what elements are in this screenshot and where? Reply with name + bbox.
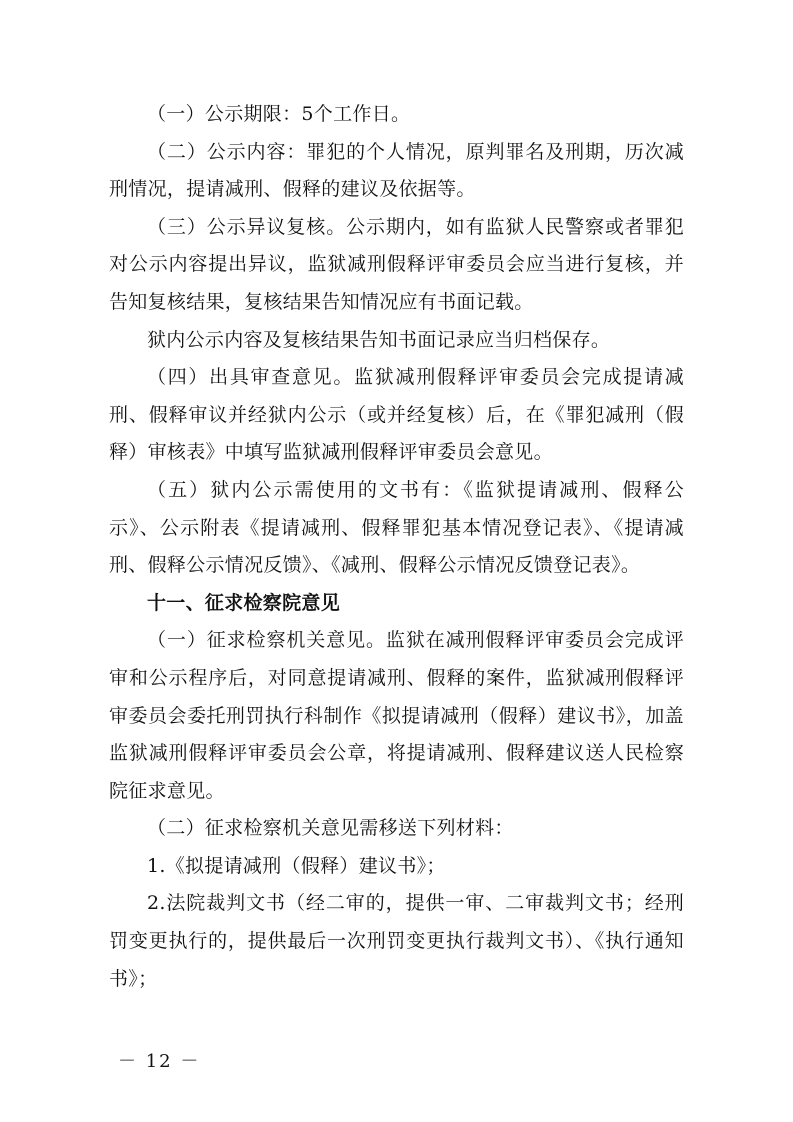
page-number: － 12 － [118,1051,201,1072]
paragraph-publicity-content: （二）公示内容：罪犯的个人情况，原判罪名及刑期，历次减刑情况，提请减刑、假释的建议及依据等。 [109,140,684,201]
paragraph-publicity-documents: （五）狱内公示需使用的文书有：《监狱提请减刑、假释公示》、公示附表《提请减刑、假释罪犯基本情况登记表》、《提请减刑、假释公示情况反馈》、《减刑、假释公示情况反馈登记表》。 [109,478,684,577]
paragraph-objection-review: （三）公示异议复核。公示期内，如有监狱人民警察或者罪犯对公示内容提出异议，监狱减刑假释评审委员会应当进行复核，并告知复核结果，复核结果告知情况应有书面记载。 [109,215,684,313]
paragraph-archive-record: 狱内公示内容及复核结果告知书面记录应当归档保存。 [147,328,611,351]
paragraph-publicity-period: （一）公示期限：5个工作日。 [147,103,411,125]
paragraph-procuratorate-opinion: （一）征求检察机关意见。监狱在减刑假释评审委员会完成评审和公示程序后，对同意提请减刑、假释的案件，监狱减刑假释评审委员会委托刑罚执行科制作《拟提请减刑（假释）建议书》，加盖监狱减刑假释评审委员会公章，将提请减刑、假释建议送人民检察院征求意见。 [109,629,684,802]
list-item-judgment-documents: 2.法院裁判文书（经二审的，提供一审、二审裁判文书；经刑罚变更执行的，提供最后一次刑罚变更执行裁判文书）、《执行通知书》； [109,892,684,990]
list-item-proposal: 1.《拟提请减刑（假释）建议书》； [147,854,446,877]
section-heading: 十一、征求检察院意见 [147,591,341,614]
paragraph-materials-intro: （二）征求检察机关意见需移送下列材料： [147,817,514,840]
document-body [109,96,684,998]
paragraph-review-opinion: （四）出具审查意见。监狱减刑假释评审委员会完成提请减刑、假释审议并经狱内公示（或并经复核）后，在《罪犯减刑（假释）审核表》中填写监狱减刑假释评审委员会意见。 [109,366,684,464]
